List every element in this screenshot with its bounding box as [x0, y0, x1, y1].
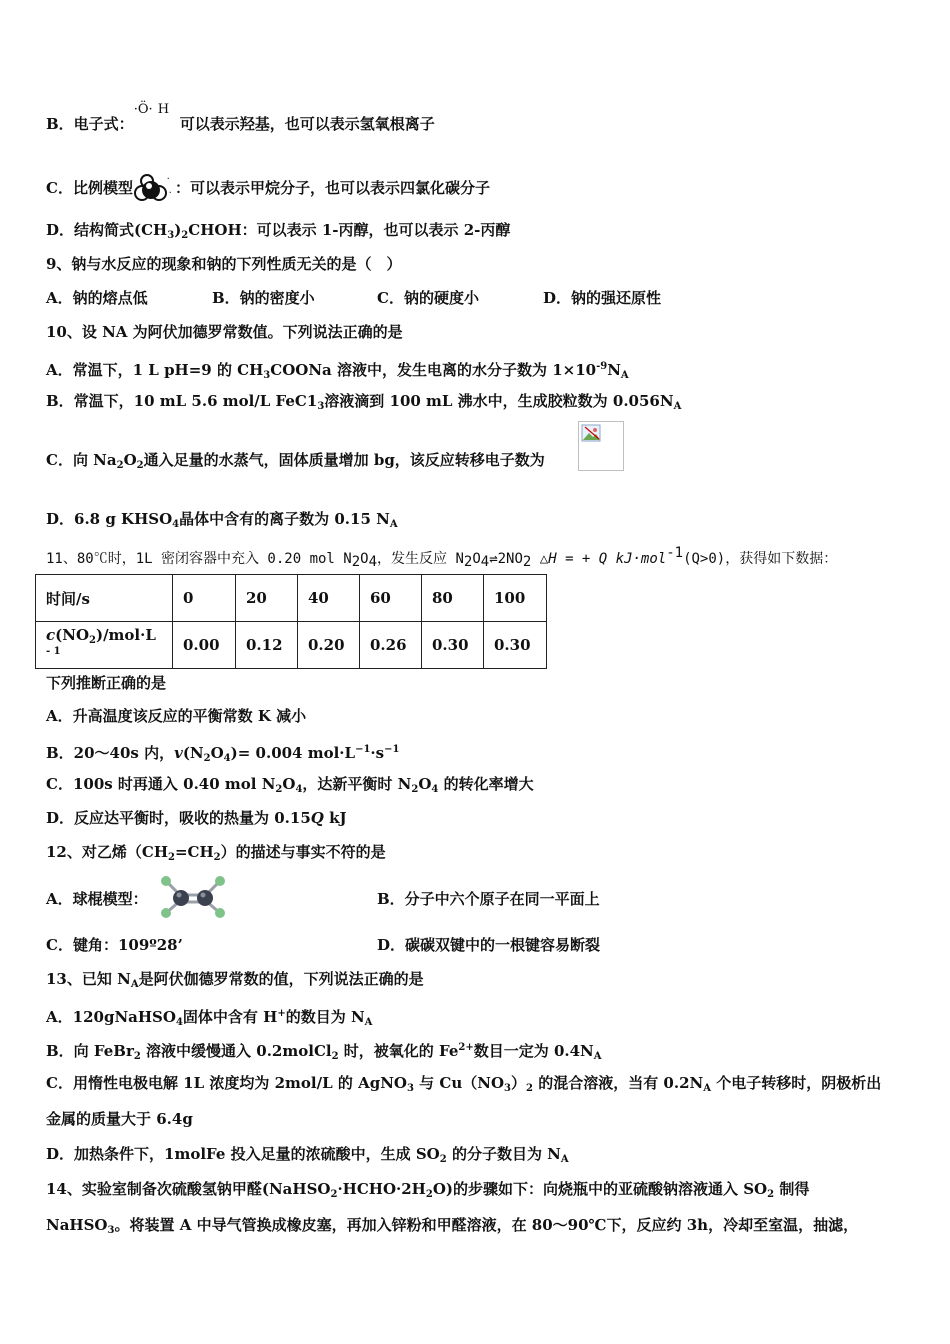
table-cell: 0.30 [484, 622, 547, 669]
broken-image-icon [578, 421, 624, 471]
q10-option-b: B．常温下，10 mL 5.6 mol/L $FeC1_3$溶液滴到 100 mL 沸水中，生成胶粒数为 $0.056N_A$ [46, 392, 682, 412]
table-cell: 0.26 [360, 622, 422, 669]
q11-option-a: A．升高温度该反应的平衡常数 K 减小 [46, 707, 307, 725]
table-cell: 0 [173, 575, 236, 622]
q14-stem-line-1: 14、实验室制备次硫酸氢钠甲醛$(NaHSO_2\cdot HCHO\cdot 2H_2O)$的步骤如下：向烧瓶中的亚硫酸钠溶液通入 $SO_2$ 制得 [46, 1180, 810, 1200]
q12-option-c: C．键角：109º28’ [46, 936, 183, 954]
table-cell: 100 [484, 575, 547, 622]
q10-option-c: C．向 $Na_2O_2$通入足量的水蒸气，固体质量增加 bg，该反应转移电子数为 [46, 451, 545, 471]
table-cell: 80 [422, 575, 484, 622]
q10-option-d: D．6.8 g $KHSO_4$晶体中含有的离子数为 0.15 $N_A$ [46, 510, 398, 530]
q9-option-d: D．钠的强还原性 [543, 289, 662, 307]
table-cell: 60 [360, 575, 422, 622]
q8-option-b: B．电子式： ·Ö· H 可以表示羟基，也可以表示氢氧根离子 [46, 102, 435, 133]
q9-option-c: C．钠的硬度小 [377, 289, 479, 307]
q8-option-c: C．比例模型 · · ：可以表示甲烷分子，也可以表示四氯化碳分子 [46, 173, 490, 205]
table-cell: 0.00 [173, 622, 236, 669]
q9-option-a: A．钠的熔点低 [46, 289, 148, 307]
q12-option-d: D．碳碳双键中的一根键容易断裂 [377, 936, 601, 954]
q12-stem: 12、对乙烯$(CH_2=CH_2)$的描述与事实不符的是 [46, 843, 386, 863]
q13-option-b: B．向 FeBr$_2$ 溶液中缓慢通入 0.2molCl$_2$ 时，被氧化的 $Fe^{2+}$数目一定为 $0.4N_A$ [46, 1042, 602, 1062]
q8-option-d: D．结构简式$(CH_3)_2CHOH$：可以表示 1-丙醇，也可以表示 2-丙醇 [46, 221, 511, 241]
table-row [36, 622, 547, 669]
table-row [36, 575, 547, 622]
q11-option-d: D．反应达平衡时，吸收的热量为 0.15Q kJ [46, 809, 347, 827]
ball-and-stick-model-icon [158, 875, 228, 921]
space-filling-model-icon [133, 173, 175, 205]
table-cell: 0.20 [298, 622, 360, 669]
q12-option-a: A．球棍模型： [46, 890, 148, 908]
reaction-data-table [35, 574, 547, 669]
q13-stem: 13、已知 $N_A$是阿伏伽德罗常数的值，下列说法正确的是 [46, 970, 424, 990]
q14-stem-line-2: NaHSO$_3$。将装置 A 中导气管换成橡皮塞，再加入锌粉和甲醛溶液，在 80～90℃下，反应约 3h，冷却至室温，抽滤， [46, 1216, 859, 1236]
q11-sub-stem: 下列推断正确的是 [46, 674, 167, 692]
table-cell: 40 [298, 575, 360, 622]
table-cell: 20 [236, 575, 298, 622]
table-header-concentration: $c(NO_2)/mol\cdot L$ $^{- 1}$ [36, 622, 173, 669]
q13-option-c: C．用惰性电极电解 1L 浓度均为 2mol/L 的 AgNO$_3$ 与 $Cu(NO_3)_2$ 的混合溶液，当有 $0.2N_A$ 个电子转移时，阴极析出 [46, 1074, 882, 1094]
electron-formula: ·Ö· H [133, 102, 170, 117]
q12-option-b: B．分子中六个原子在同一平面上 [377, 890, 600, 908]
table-header-time: 时间/s [36, 575, 173, 622]
svg-text:·: · [168, 188, 172, 197]
q10-option-a: A．常温下，1 L pH=9 的 $CH_3COONa$ 溶液中，发生电离的水分子数为 $1\times 10^{-9}N_A$ [46, 361, 629, 381]
q13-option-c-continued: 金属的质量大于 6.4g [46, 1110, 193, 1128]
table-cell: 0.30 [422, 622, 484, 669]
q9-stem: 9、钠与水反应的现象和钠的下列性质无关的是（ ） [46, 255, 402, 273]
q11-option-c: C．100s 时再通入 0.40 mol $N_2O_4$，达新平衡时 $N_2O_4$ 的转化率增大 [46, 775, 534, 795]
q11-stem: 11、80℃时，1L 密闭容器中充入 0.20 mol $N_2O_4$，发生反应 $N_2O_4\rightleftharpoons 2NO_2$ △H = + Q kJ·mol$^{-1}$(Q>0)，获得如下数据： [46, 545, 838, 570]
q13-option-d: D．加热条件下，1molFe 投入足量的浓硫酸中，生成 $SO_2$ 的分子数目为 $N_A$ [46, 1145, 569, 1165]
svg-text:·: · [166, 174, 170, 183]
table-cell: 0.12 [236, 622, 298, 669]
q9-option-b: B．钠的密度小 [212, 289, 315, 307]
q10-stem: 10、设 NA 为阿伏加德罗常数值。下列说法正确的是 [46, 323, 403, 341]
q11-option-b: B．20～40s 内，$v(N_2O_4)= 0.004$ $mol\cdot L^{-1}\cdot s^{-1}$ [46, 744, 400, 764]
q13-option-a: A．120gNaHSO$_4$固体中含有 H+的数目为 $N_A$ [46, 1008, 373, 1028]
